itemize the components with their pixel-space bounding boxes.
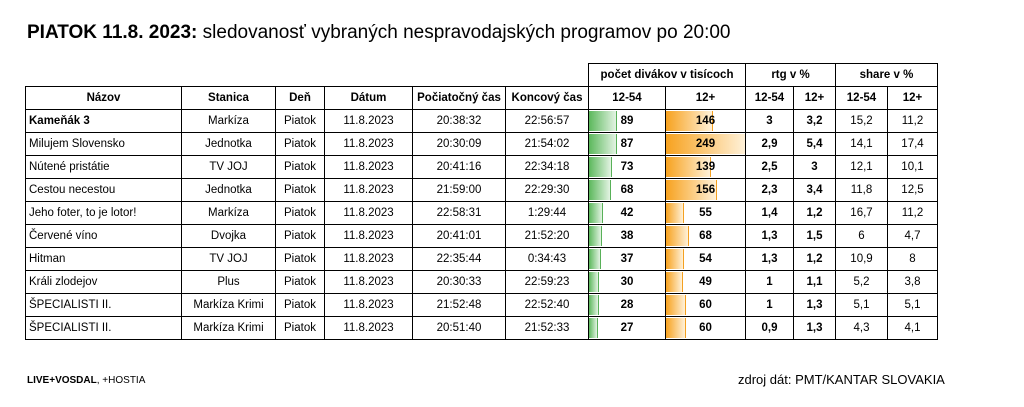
table-row — [26, 271, 938, 294]
data-bar — [589, 318, 598, 338]
rtg-12plus-cell: 3,2 — [794, 110, 836, 133]
group-rtg: rtg v % — [746, 64, 836, 87]
rtg-12plus-cell: 1,5 — [794, 225, 836, 248]
rtg-1254-cell: 2,3 — [746, 179, 794, 202]
data-bar — [666, 226, 689, 246]
date-cell: 11.8.2023 — [325, 271, 413, 294]
viewers-12plus-cell — [666, 156, 746, 179]
viewers-1254-cell — [589, 294, 666, 317]
viewers-12plus-cell — [666, 133, 746, 156]
viewers-12plus-cell — [666, 294, 746, 317]
footer-left-bold: LIVE+VOSDAL — [27, 375, 97, 386]
viewers-value: 49 — [699, 276, 712, 288]
table-row — [26, 225, 938, 248]
date-cell: 11.8.2023 — [325, 179, 413, 202]
column-header: Stanica — [182, 87, 276, 110]
share-12plus-cell: 8 — [888, 248, 938, 271]
viewers-12plus-cell — [666, 110, 746, 133]
station-cell: Dvojka — [182, 225, 276, 248]
viewers-value: 156 — [695, 184, 716, 196]
end-time-cell: 22:34:18 — [506, 156, 589, 179]
end-time-cell: 21:52:33 — [506, 317, 589, 340]
data-bar — [666, 203, 684, 223]
footer-left — [27, 375, 145, 386]
day-cell: Piatok — [276, 202, 325, 225]
day-cell: Piatok — [276, 225, 325, 248]
viewers-value: 55 — [699, 207, 712, 219]
viewers-value: 38 — [620, 230, 634, 242]
day-cell: Piatok — [276, 156, 325, 179]
day-cell: Piatok — [276, 294, 325, 317]
start-time-cell: 21:59:00 — [413, 179, 506, 202]
viewers-12plus-cell — [666, 179, 746, 202]
table-row — [26, 133, 938, 156]
share-12plus-cell: 11,2 — [888, 110, 938, 133]
day-cell: Piatok — [276, 271, 325, 294]
rtg-1254-cell: 2,5 — [746, 156, 794, 179]
table-row — [26, 294, 938, 317]
table-row — [26, 317, 938, 340]
group-viewers: počet divákov v tisícoch — [589, 64, 746, 87]
rtg-1254-cell: 1 — [746, 271, 794, 294]
rtg-1254-cell: 1,4 — [746, 202, 794, 225]
share-1254-cell: 5,1 — [836, 294, 888, 317]
name-cell: ŠPECIALISTI II. — [26, 294, 182, 317]
table-row — [26, 202, 938, 225]
rtg-1254-cell: 1,3 — [746, 225, 794, 248]
column-header: 12-54 — [589, 87, 666, 110]
rtg-12plus-cell: 1,2 — [794, 202, 836, 225]
share-12plus-cell: 5,1 — [888, 294, 938, 317]
viewers-1254-cell — [589, 271, 666, 294]
data-bar — [589, 180, 611, 200]
rtg-12plus-cell: 1,1 — [794, 271, 836, 294]
share-1254-cell: 16,7 — [836, 202, 888, 225]
data-bar — [589, 134, 617, 154]
data-bar — [589, 203, 603, 223]
viewers-1254-cell — [589, 202, 666, 225]
share-12plus-cell: 10,1 — [888, 156, 938, 179]
share-1254-cell: 15,2 — [836, 110, 888, 133]
column-header: 12+ — [666, 87, 746, 110]
viewers-value: 146 — [695, 115, 716, 127]
date-cell: 11.8.2023 — [325, 317, 413, 340]
day-cell: Piatok — [276, 179, 325, 202]
date-cell: 11.8.2023 — [325, 294, 413, 317]
viewers-value: 249 — [695, 138, 716, 150]
share-12plus-cell: 17,4 — [888, 133, 938, 156]
name-cell: Kameňák 3 — [26, 110, 182, 133]
name-cell: Jeho foter, to je lotor! — [26, 202, 182, 225]
rtg-1254-cell: 0,9 — [746, 317, 794, 340]
rtg-1254-cell: 1,3 — [746, 248, 794, 271]
column-header: Dátum — [325, 87, 413, 110]
day-cell: Piatok — [276, 248, 325, 271]
share-1254-cell: 12,1 — [836, 156, 888, 179]
data-bar — [589, 111, 617, 131]
end-time-cell: 1:29:44 — [506, 202, 589, 225]
start-time-cell: 20:41:16 — [413, 156, 506, 179]
column-header-row — [26, 87, 938, 110]
footer-left-rest: , +HOSTIA — [96, 375, 146, 386]
station-cell: TV JOJ — [182, 248, 276, 271]
rtg-12plus-cell: 3 — [794, 156, 836, 179]
station-cell: Markíza Krimi — [182, 294, 276, 317]
start-time-cell: 20:30:33 — [413, 271, 506, 294]
data-bar — [589, 226, 602, 246]
date-cell: 11.8.2023 — [325, 225, 413, 248]
page-title — [27, 22, 731, 44]
viewers-value: 68 — [699, 230, 712, 242]
share-1254-cell: 14,1 — [836, 133, 888, 156]
column-header: 12+ — [794, 87, 836, 110]
name-cell: Cestou necestou — [26, 179, 182, 202]
name-cell: Červené víno — [26, 225, 182, 248]
column-header: 12-54 — [836, 87, 888, 110]
column-header: Deň — [276, 87, 325, 110]
viewers-1254-cell — [589, 133, 666, 156]
title-sub: sledovanosť vybraných nespravodajských programov po 20:00 — [202, 22, 731, 43]
data-bar — [589, 249, 601, 269]
date-cell: 11.8.2023 — [325, 202, 413, 225]
date-cell: 11.8.2023 — [325, 133, 413, 156]
share-12plus-cell: 12,5 — [888, 179, 938, 202]
rtg-12plus-cell: 5,4 — [794, 133, 836, 156]
station-cell: Jednotka — [182, 179, 276, 202]
start-time-cell: 22:58:31 — [413, 202, 506, 225]
viewers-value: 139 — [695, 161, 716, 173]
date-cell: 11.8.2023 — [325, 156, 413, 179]
start-time-cell: 20:51:40 — [413, 317, 506, 340]
end-time-cell: 22:29:30 — [506, 179, 589, 202]
viewers-1254-cell — [589, 110, 666, 133]
viewers-12plus-cell — [666, 225, 746, 248]
table-body — [26, 110, 938, 340]
date-cell: 11.8.2023 — [325, 248, 413, 271]
rtg-1254-cell: 1 — [746, 294, 794, 317]
source-note: zdroj dát: PMT/KANTAR SLOVAKIA — [738, 372, 945, 387]
viewers-1254-cell — [589, 179, 666, 202]
start-time-cell: 20:30:09 — [413, 133, 506, 156]
data-bar — [589, 272, 599, 292]
end-time-cell: 22:56:57 — [506, 110, 589, 133]
viewers-value: 89 — [620, 115, 634, 127]
day-cell: Piatok — [276, 317, 325, 340]
viewers-1254-cell — [589, 156, 666, 179]
viewers-value: 87 — [620, 138, 634, 150]
data-bar — [666, 295, 686, 315]
start-time-cell: 21:52:48 — [413, 294, 506, 317]
share-1254-cell: 4,3 — [836, 317, 888, 340]
table-row — [26, 110, 938, 133]
viewers-1254-cell — [589, 225, 666, 248]
viewers-value: 68 — [620, 184, 634, 196]
viewers-value: 54 — [699, 253, 712, 265]
viewers-value: 73 — [620, 161, 634, 173]
rtg-12plus-cell: 3,4 — [794, 179, 836, 202]
rtg-1254-cell: 3 — [746, 110, 794, 133]
viewers-value: 60 — [699, 299, 712, 311]
station-cell: TV JOJ — [182, 156, 276, 179]
share-1254-cell: 11,8 — [836, 179, 888, 202]
title-main: PIATOK 11.8. 2023: — [27, 22, 198, 43]
share-1254-cell: 6 — [836, 225, 888, 248]
start-time-cell: 20:41:01 — [413, 225, 506, 248]
column-header: Koncový čas — [506, 87, 589, 110]
viewers-value: 60 — [699, 322, 712, 334]
viewers-value: 30 — [620, 276, 634, 288]
table-row — [26, 156, 938, 179]
share-12plus-cell: 3,8 — [888, 271, 938, 294]
day-cell: Piatok — [276, 110, 325, 133]
share-1254-cell: 10,9 — [836, 248, 888, 271]
viewers-1254-cell — [589, 317, 666, 340]
data-bar — [666, 272, 683, 292]
viewers-12plus-cell — [666, 317, 746, 340]
data-bar — [666, 318, 686, 338]
name-cell: Milujem Slovensko — [26, 133, 182, 156]
share-12plus-cell: 11,2 — [888, 202, 938, 225]
table-row — [26, 248, 938, 271]
start-time-cell: 22:35:44 — [413, 248, 506, 271]
viewers-value: 37 — [620, 253, 634, 265]
rtg-12plus-cell: 1,3 — [794, 317, 836, 340]
share-12plus-cell: 4,1 — [888, 317, 938, 340]
station-cell: Jednotka — [182, 133, 276, 156]
group-share: share v % — [836, 64, 938, 87]
end-time-cell: 22:59:23 — [506, 271, 589, 294]
group-header-row — [26, 64, 938, 87]
end-time-cell: 22:52:40 — [506, 294, 589, 317]
column-header: 12+ — [888, 87, 938, 110]
station-cell: Markíza — [182, 110, 276, 133]
viewers-12plus-cell — [666, 202, 746, 225]
day-cell: Piatok — [276, 133, 325, 156]
share-12plus-cell: 4,7 — [888, 225, 938, 248]
rtg-1254-cell: 2,9 — [746, 133, 794, 156]
end-time-cell: 0:34:43 — [506, 248, 589, 271]
share-1254-cell: 5,2 — [836, 271, 888, 294]
ratings-table — [25, 63, 938, 340]
name-cell: ŠPECIALISTI II. — [26, 317, 182, 340]
data-bar — [666, 249, 684, 269]
viewers-value: 42 — [620, 207, 634, 219]
end-time-cell: 21:54:02 — [506, 133, 589, 156]
date-cell: 11.8.2023 — [325, 110, 413, 133]
station-cell: Plus — [182, 271, 276, 294]
table-row — [26, 179, 938, 202]
rtg-12plus-cell: 1,2 — [794, 248, 836, 271]
viewers-12plus-cell — [666, 271, 746, 294]
viewers-12plus-cell — [666, 248, 746, 271]
station-cell: Markíza Krimi — [182, 317, 276, 340]
viewers-value: 28 — [620, 299, 634, 311]
rtg-12plus-cell: 1,3 — [794, 294, 836, 317]
column-header: 12-54 — [746, 87, 794, 110]
column-header: Názov — [26, 87, 182, 110]
start-time-cell: 20:38:32 — [413, 110, 506, 133]
name-cell: Nútené pristátie — [26, 156, 182, 179]
viewers-1254-cell — [589, 248, 666, 271]
station-cell: Markíza — [182, 202, 276, 225]
viewers-value: 27 — [620, 322, 634, 334]
name-cell: Hitman — [26, 248, 182, 271]
column-header: Počiatočný čas — [413, 87, 506, 110]
name-cell: Králi zlodejov — [26, 271, 182, 294]
data-bar — [589, 295, 599, 315]
end-time-cell: 21:52:20 — [506, 225, 589, 248]
data-bar — [589, 157, 612, 177]
